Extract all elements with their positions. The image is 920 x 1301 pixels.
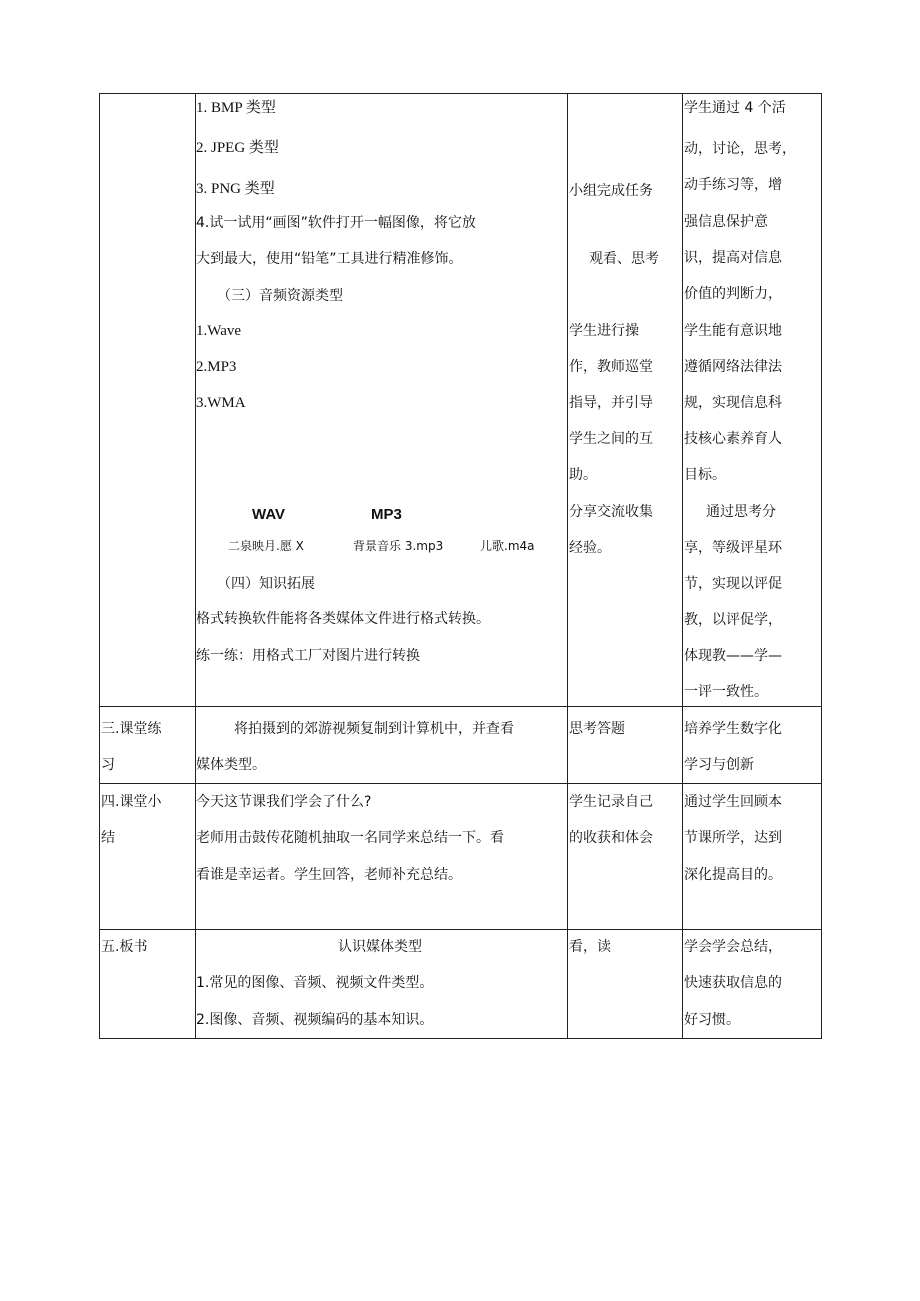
intent-line: 培养学生数字化 (684, 721, 782, 737)
stage-label: 习 (101, 757, 115, 773)
intent-line: 学会学会总结， (684, 939, 782, 955)
m4a-file-name: 儿歌.m4a (480, 539, 535, 553)
extension-text: 格式转换软件能将各类媒体文件进行格式转换。 (196, 611, 490, 627)
intent-line: 规，实现信息科 (684, 395, 782, 411)
group-task: 小组完成任务 (569, 183, 653, 199)
image-type-bmp: 1. BMP 类型 (196, 100, 276, 116)
intent-line: 快速获取信息的 (684, 975, 782, 991)
stage-label: 四.课堂小 (101, 794, 162, 810)
stage-label: 结 (101, 830, 115, 846)
content-line: 将拍摄到的郊游视频复制到计算机中，并查看 (234, 721, 514, 737)
mp3-file-name: 背景音乐 3.mp3 (353, 539, 444, 553)
audio-type-wma: 3.WMA (196, 395, 246, 411)
column-divider (195, 94, 196, 1038)
mp3-format-label: MP3 (371, 506, 402, 523)
wav-file-name: 二泉映月.愿 X (228, 539, 304, 553)
intent-line: 教，以评促学， (684, 612, 782, 628)
row-divider (100, 929, 821, 930)
intent-line: 强信息保护意 (684, 214, 768, 230)
practice-text: 练一练：用格式工厂对图片进行转换 (196, 648, 420, 664)
intent-line: 技核心素养育人 (684, 431, 782, 447)
operate-line: 学生进行操 (569, 323, 639, 339)
content-line: 1.常见的图像、音频、视频文件类型。 (196, 975, 434, 991)
intent-line: 通过思考分 (706, 504, 776, 520)
stage-label: 三.课堂练 (101, 721, 162, 737)
operate-line: 指导，并引导 (569, 395, 653, 411)
image-type-jpeg: 2. JPEG 类型 (196, 140, 279, 156)
try-instruction-line1: 4.试一试用“画图”软件打开一幅图像，将它放 (196, 215, 476, 231)
share-line: 经验。 (569, 540, 611, 556)
intent-line: 通过学生回顾本 (684, 794, 782, 810)
audio-heading: （三）音频资源类型 (217, 288, 343, 304)
intent-line: 学习与创新 (684, 757, 754, 773)
lesson-plan-table (99, 93, 822, 1039)
student-activity: 的收获和体会 (569, 830, 653, 846)
watch-think: 观看、思考 (589, 251, 659, 267)
audio-type-mp3: 2.MP3 (196, 359, 237, 375)
content-line: 今天这节课我们学会了什么? (196, 794, 372, 810)
intent-line: 深化提高目的。 (684, 867, 782, 883)
intent-line: 遵循网络法律法 (684, 359, 782, 375)
student-activity: 看，读 (569, 939, 611, 955)
operate-line: 学生之间的互 (569, 431, 653, 447)
operate-line: 作，教师巡堂 (569, 359, 653, 375)
intent-line: 节课所学，达到 (684, 830, 782, 846)
column-divider (682, 94, 683, 1038)
intent-line: 享，等级评星环 (684, 540, 782, 556)
row-divider (100, 706, 821, 707)
intent-line: 好习惯。 (684, 1012, 740, 1028)
student-activity: 学生记录自己 (569, 794, 653, 810)
intent-line: 目标。 (684, 467, 726, 483)
stage-label: 五.板书 (101, 939, 148, 955)
intent-line: 一评一致性。 (684, 684, 768, 700)
intent-line: 动，讨论，思考， (684, 141, 796, 157)
image-type-png: 3. PNG 类型 (196, 181, 275, 197)
intent-line: 节，实现以评促 (684, 576, 782, 592)
content-line: 2.图像、音频、视频编码的基本知识。 (196, 1012, 434, 1028)
operate-line: 助。 (569, 467, 597, 483)
intent-line: 价值的判断力， (684, 286, 782, 302)
content-line: 老师用击鼓传花随机抽取一名同学来总结一下。看 (196, 830, 504, 846)
extension-heading: （四）知识拓展 (217, 576, 315, 592)
share-line: 分享交流收集 (569, 504, 653, 520)
audio-type-wave: 1.Wave (196, 323, 242, 339)
row-divider (100, 783, 821, 784)
try-instruction-line2: 大到最大，使用“铅笔”工具进行精准修饰。 (196, 251, 463, 267)
content-line: 看谁是幸运者。学生回答，老师补充总结。 (196, 867, 462, 883)
intent-line: 识，提高对信息 (684, 250, 782, 266)
column-divider (567, 94, 568, 1038)
wav-format-label: WAV (252, 506, 286, 523)
student-activity: 思考答题 (569, 721, 625, 737)
intent-line: 体现教——学— (684, 648, 782, 664)
blackboard-title: 认识媒体类型 (338, 939, 422, 955)
intent-line: 动手练习等，增 (684, 177, 782, 193)
intent-line: 学生通过 4 个活 (684, 100, 786, 116)
content-line: 媒体类型。 (196, 757, 266, 773)
intent-line: 学生能有意识地 (684, 323, 782, 339)
